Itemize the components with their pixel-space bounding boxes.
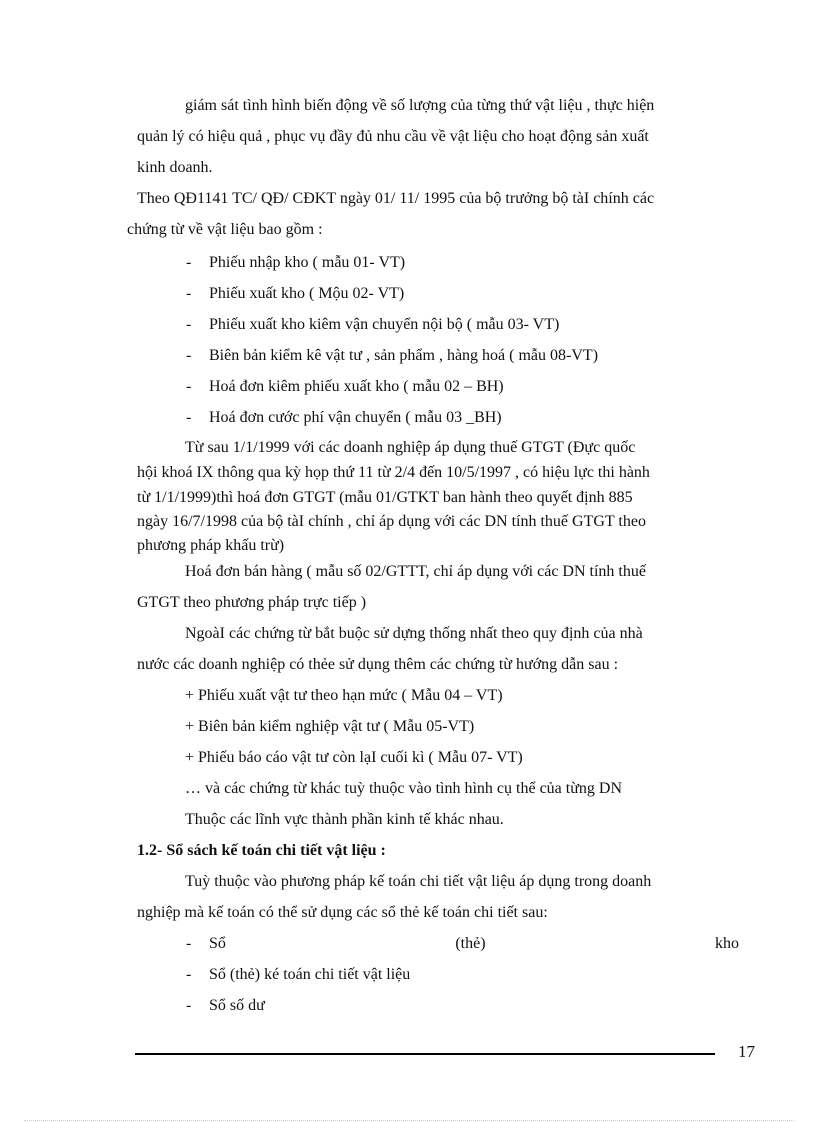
list-item: Hoá đơn cước phí vận chuyển ( mẫu 03 _BH)	[209, 409, 502, 426]
list-bullet: -	[186, 935, 192, 952]
list-bullet: -	[186, 966, 192, 983]
list-bullet: -	[186, 378, 192, 395]
list-item: + Biên bản kiểm nghiệp vật tư ( Mẫu 05-VT)	[185, 718, 475, 735]
para7-line2: nghiệp mà kế toán có thể sử dụng các sổ thẻ kế toán chi tiết sau:	[137, 904, 548, 921]
list-item: Phiếu xuất kho kiêm vận chuyển nội bộ ( mẫu 03- VT)	[209, 316, 560, 333]
list-item-word: (thẻ)	[455, 935, 486, 952]
list-item	[209, 934, 739, 954]
para4-line2: GTGT theo phương pháp trực tiếp )	[137, 594, 367, 611]
para6-line2: Thuộc các lĩnh vực thành phần kinh tế khác nhau.	[185, 811, 504, 828]
para3-line3: từ 1/1/1999)thì hoá đơn GTGT (mẫu 01/GTKT ban hành theo quyết định 885	[137, 489, 633, 506]
list-bullet: -	[186, 254, 192, 271]
list-bullet: -	[186, 347, 192, 364]
para1-line3: kinh doanh.	[137, 159, 213, 176]
para4-line1: Hoá đơn bán hàng ( mẫu số 02/GTTT, chỉ áp dụng với các DN tính thuế	[185, 563, 646, 580]
para6-line1: … và các chứng từ khác tuỳ thuộc vào tình hình cụ thể của từng DN	[185, 780, 623, 797]
list-bullet: -	[186, 316, 192, 333]
list-item: Phiếu nhập kho ( mẫu 01- VT)	[209, 254, 406, 271]
footer-rule	[135, 1053, 715, 1055]
list-item: Hoá đơn kiêm phiếu xuất kho ( mẫu 02 – BH)	[209, 378, 504, 395]
list-item: + Phiếu xuất vật tư theo hạn mức ( Mẫu 04 – VT)	[185, 687, 503, 704]
para5-line1: NgoàI các chứng từ bắt buộc sử dựng thống nhất theo quy định của nhà	[185, 625, 643, 642]
list-bullet: -	[186, 285, 192, 302]
para1-line2: quản lý có hiệu quả , phục vụ đầy đủ nhu cầu về vật liệu cho hoạt động sản xuất	[137, 128, 649, 145]
page-bottom-divider	[24, 1120, 794, 1121]
para3-line5: phương pháp khấu trừ)	[137, 537, 285, 554]
list-item: Phiếu xuất kho ( Mộu 02- VT)	[209, 285, 405, 302]
section-heading: 1.2- Sổ sách kế toán chi tiết vật liệu :	[137, 842, 386, 859]
list-item: Sổ (thẻ) ké toán chi tiết vật liệu	[209, 966, 411, 983]
para7-line1: Tuỳ thuộc vào phương pháp kế toán chi tiết vật liệu áp dụng trong doanh	[185, 873, 652, 890]
list-item-word: kho	[714, 935, 739, 952]
para3-line1: Từ sau 1/1/1999 với các doanh nghiệp áp dụng thuế GTGT (Đực quốc	[185, 439, 636, 456]
para1-line1: giám sát tình hình biến động về số lượng của từng thứ vật liệu , thực hiện	[185, 97, 655, 114]
list-bullet: -	[186, 997, 192, 1014]
list-item: Biên bản kiểm kê vật tư , sản phẩm , hàng hoá ( mẫu 08-VT)	[209, 347, 599, 364]
para2-line1: Theo QĐ1141 TC/ QĐ/ CĐKT ngày 01/ 11/ 1995 của bộ trưởng bộ tàI chính các	[137, 190, 655, 207]
para3-line4: ngày 16/7/1998 của bộ tàI chính , chỉ áp dụng với các DN tính thuế GTGT theo	[137, 513, 646, 530]
para2-line2: chứng từ về vật liệu bao gồm :	[127, 221, 323, 238]
para5-line2: nước các doanh nghiệp có thẻe sử dụng thêm các chứng từ hướng dẫn sau :	[137, 656, 619, 673]
list-item: + Phiếu báo cáo vật tư còn lạI cuối kì ( Mẫu 07- VT)	[185, 749, 523, 766]
list-item-word: Sổ	[209, 935, 226, 952]
para3-line2: hội khoá IX thông qua kỳ họp thứ 11 từ 2/4 đến 10/5/1997 , có hiệu lực thi hành	[137, 464, 650, 481]
list-bullet: -	[186, 409, 192, 426]
page-number: 17	[738, 1042, 755, 1061]
list-item: Sổ số dư	[209, 997, 265, 1014]
